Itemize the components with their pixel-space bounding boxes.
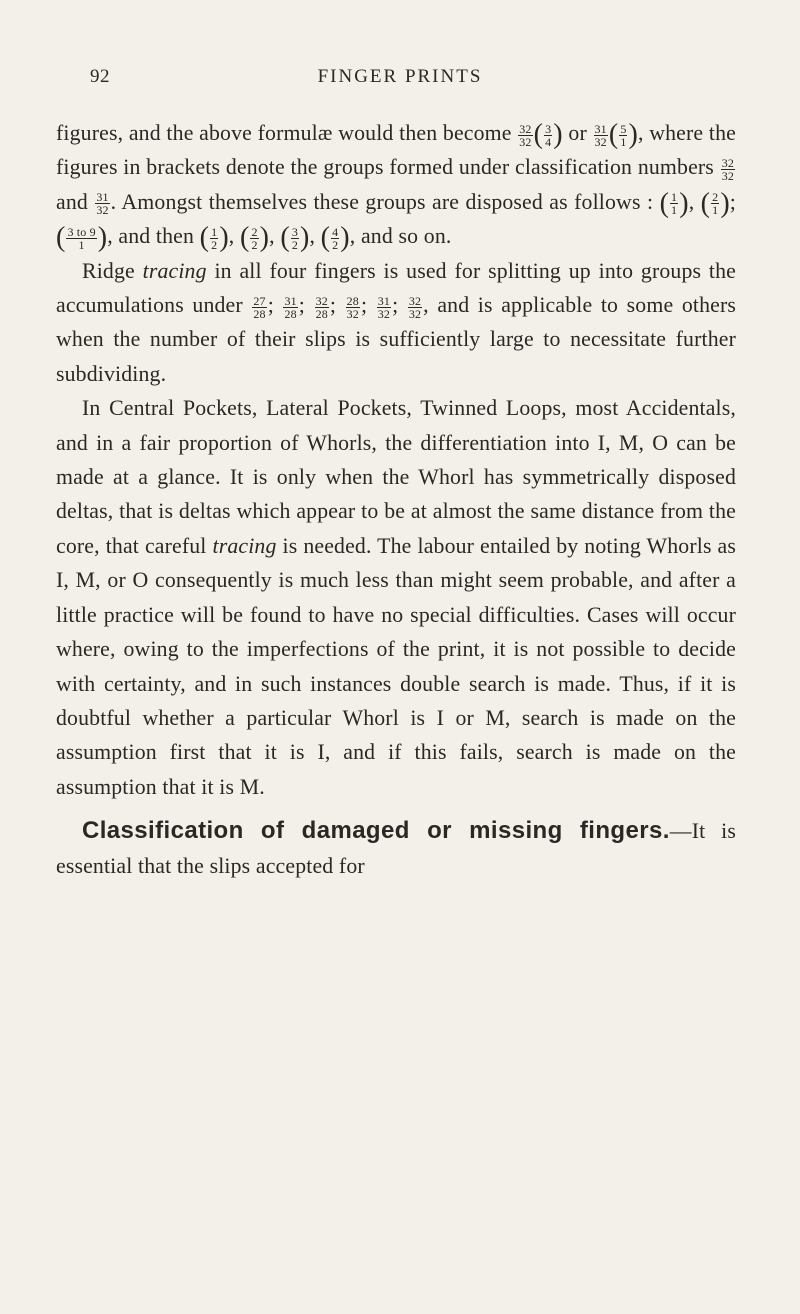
group-fraction: $\frac{3 to 9}{1}$ — [67, 224, 96, 252]
group-fraction: $\frac{2}{1}$ — [712, 190, 719, 218]
body-text — [56, 116, 736, 883]
paragraph-ridge-tracing: Ridge tracing in all four fingers is used for splitting up into groups the accumulations under $\frac{27}{28}$ ; $\frac{31}{28}$ ; $\frac{32}{28}$ ; $\frac{28}{32}$ ; $\frac{31}{32}$ ; $\frac{32}{32}$ , and is applicable to some others when the number of their slips is sufficiently large to necessitate further subdividing. — [56, 258, 737, 386]
paragraph-damaged-fingers: Classification of damaged or missing fingers.—It is essential that the slips accepted for — [56, 817, 736, 878]
fraction: $\frac{32}{32}$ — [519, 121, 532, 149]
paragraph-central-pockets: In Central Pockets, Lateral Pockets, Twinned Loops, most Accidentals, and in a fair proportion of Whorls, the differentiation into I, M, O can be made at a glance. It is only when the Whorl has symmetrically disposed deltas, that is deltas which appear to be at almost the same distance from the core, that careful tracing is needed. The labour entailed by noting Whorls as I, M, or O consequently is much less than might seem probable, and after a little practice will be found to have no special difficulties. Cases will occur where, owing to the imperfections of the print, it is not possible to decide with certainty, and in such instances double search is made. Thus, if it is doubtful whether a particular Whorl is I or M, search is made on the assumption first that it is I, and if this fails, search is made on the assumption that it is M. — [56, 396, 737, 799]
page-header — [90, 66, 710, 96]
section-heading: Classification of damaged or missing fingers. — [82, 817, 670, 845]
group-fraction: $\frac{5}{1}$ — [620, 121, 627, 149]
paragraph-formulae: figures, and the above formulæ would then become $\frac{32}{32}$ ( $\frac{3}{4}$ ) or $\frac{31}{32}$ ( $\frac{5}{1}$ ), where the figures in brackets denote the groups formed under classification numbers $\frac{32}{32}$ and $\frac{31}{32}$ . Amongst themselves these groups are disposed as follows : ( $\frac{1}{1}$ ), ( $\frac{2}{1}$ ); ( $\frac{3 to 9}{1}$ ), and then ( $\frac{1}{2}$ ), ( $\frac{2}{2}$ ), ( $\frac{3}{2}$ ), ( $\frac{4}{2}$ ), and so on. — [56, 119, 737, 254]
running-head: FINGER PRINTS — [317, 66, 483, 87]
fraction: $\frac{32}{32}$ — [721, 155, 734, 183]
group-fraction: $\frac{1}{1}$ — [671, 190, 678, 218]
fraction: $\frac{28}{32}$ — [346, 293, 359, 321]
fraction: $\frac{31}{28}$ — [284, 293, 297, 321]
fraction: $\frac{32}{28}$ — [315, 293, 328, 321]
fraction: $\frac{27}{28}$ — [253, 293, 266, 321]
group-fraction: $\frac{2}{2}$ — [251, 224, 258, 252]
fraction: $\frac{31}{32}$ — [377, 293, 391, 321]
group-fraction: $\frac{4}{2}$ — [332, 224, 339, 252]
fraction: $\frac{31}{32}$ — [594, 121, 607, 149]
group-fraction: $\frac{3}{4}$ — [545, 121, 552, 149]
fraction: $\frac{31}{32}$ — [96, 190, 109, 218]
group-fraction: $\frac{1}{2}$ — [211, 224, 218, 252]
page-number: 92 — [90, 66, 110, 87]
group-fraction: $\frac{3}{2}$ — [291, 224, 298, 252]
fraction: $\frac{32}{32}$ — [408, 293, 422, 321]
